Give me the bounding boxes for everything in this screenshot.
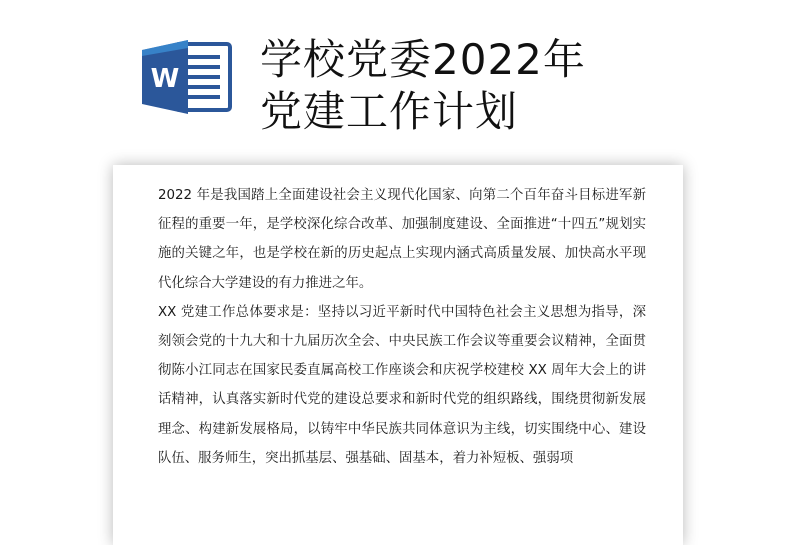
paragraph-1: 2022 年是我国踏上全面建设社会主义现代化国家、向第二个百年奋斗目标进军新征程的重要一年，是学校深化综合改革、加强制度建设、全面推进“十四五”规划实施的关键之年，也是学校在新的历史起点上实现内涵式高质量发展、加快高水平现代化综合大学建设的有力推进之年。 [158, 188, 646, 291]
document-page [113, 165, 683, 545]
document-body [158, 181, 646, 473]
header [0, 0, 800, 160]
word-icon [138, 38, 234, 116]
paragraph-2: XX 党建工作总体要求是：坚持以习近平新时代中国特色社会主义思想为指导，深刻领会党的十九大和十九届历次全会、中央民族工作会议等重要会议精神，全面贯彻陈小江同志在国家民委直属高校工作座谈会和庆祝学校建校 XX 周年大会上的讲话精神，认真落实新时代党的建设总要求和新时代党的组织路线，围绕贯彻新发展理念、构建新发展格局，以铸牢中华民族共同体意识为主线，切实围绕中心、建设队伍、服务师生，突出抓基层、强基础、固基本，着力补短板、强弱项 [158, 304, 646, 466]
page-title [260, 34, 586, 138]
title-line-2: 党建工作计划 [260, 87, 519, 136]
title-line-1: 学校党委2022年 [260, 35, 586, 84]
word-logo-letter: W [150, 64, 180, 94]
